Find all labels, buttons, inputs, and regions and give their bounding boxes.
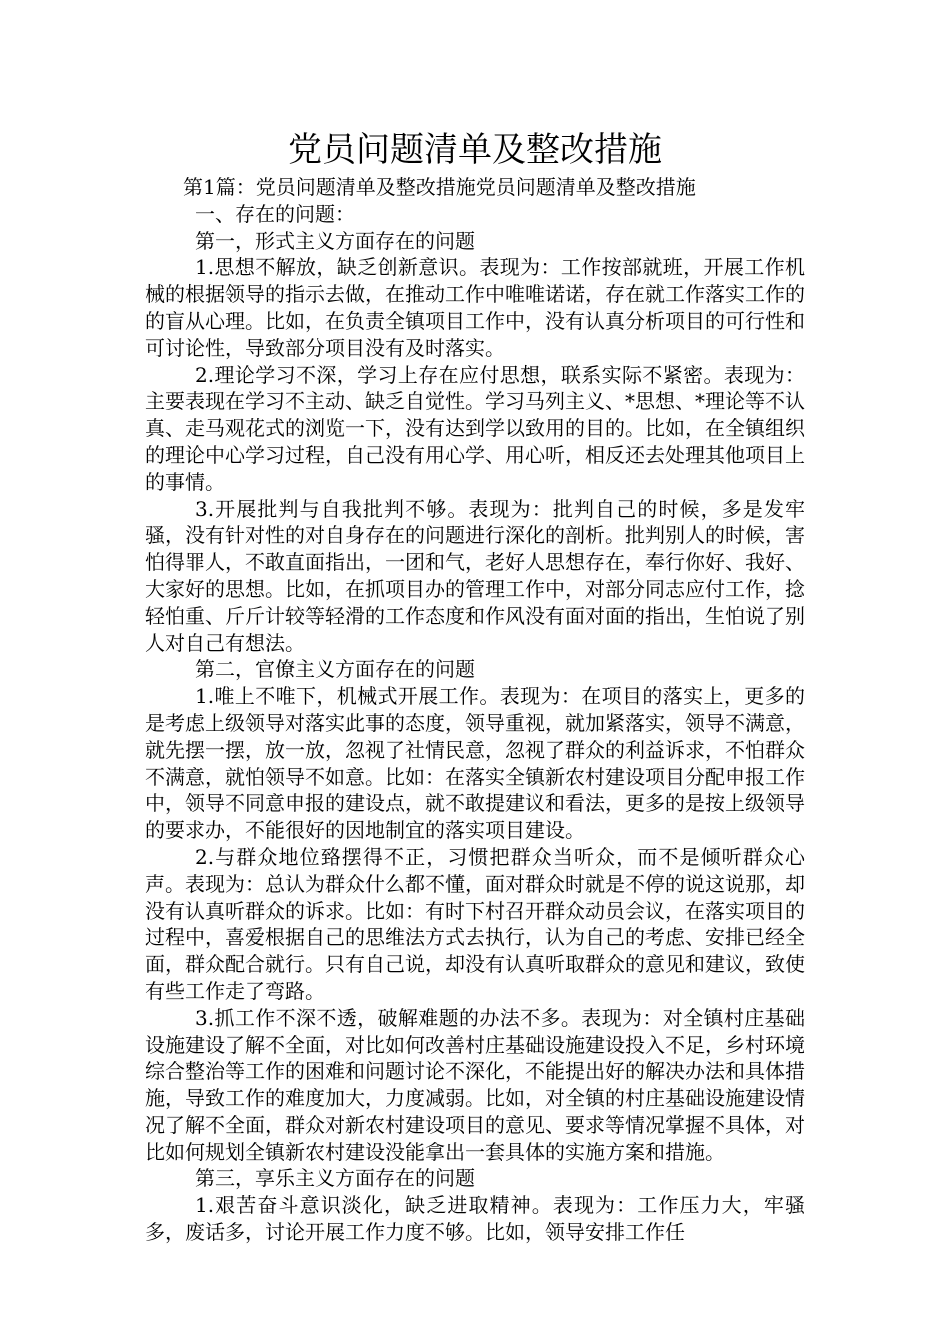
document-body	[145, 174, 805, 1246]
subsection-heading: 第二，官僚主义方面存在的问题	[195, 657, 475, 682]
paragraph: 1.艰苦奋斗意识淡化，缺乏进取精神。表现为：工作压力大，牢骚多，废话多，讨论开展工作力度不够。比如，领导安排工作任	[145, 1193, 805, 1245]
subsection-heading: 第三，享乐主义方面存在的问题	[195, 1166, 475, 1191]
paragraph: 3.抓工作不深不透，破解难题的办法不多。表现为：对全镇村庄基础设施建设了解不全面，对比如何改善村庄基础设施建设投入不足，乡村环境综合整治等工作的困难和问题讨论不深化，不能提出好的解决办法和具体措施，导致工作的难度加大，力度减弱。比如，对全镇的村庄基础设施建设情况了解不全面，群众对新农村建设项目的意见、要求等情况掌握不具体，对比如何规划全镇新农村建设没能拿出一套具体的实施方案和措施。	[145, 1005, 805, 1164]
paragraph: 3.开展批判与自我批判不够。表现为：批判自己的时候，多是发牢骚，没有针对性的对自身存在的问题进行深化的剖析。批判别人的时候，害怕得罪人，不敢直面指出，一团和气，老好人思想存在，奉行你好、我好、大家好的思想。比如，在抓项目办的管理工作中，对部分同志应付工作，捻轻怕重、斤斤计较等轻滑的工作态度和作风没有面对面的指出，生怕说了别人对自己有想法。	[145, 496, 805, 655]
paragraph: 2.理论学习不深，学习上存在应付思想，联系实际不紧密。表现为：主要表现在学习不主动、缺乏自觉性。学习马列主义、*思想、*理论等不认真、走马观花式的浏览一下，没有达到学以致用的目的。比如，在全镇组织的理论中心学习过程，自己没有用心学、用心听，相反还去处理其他项目上的事情。	[145, 362, 805, 494]
paragraph: 1.思想不解放，缺乏创新意识。表现为：工作按部就班，开展工作机械的根据领导的指示去做，在推动工作中唯唯诺诺，存在就工作落实工作的的盲从心理。比如，在负责全镇项目工作中，没有认真分析项目的可行性和可讨论性，导致部分项目没有及时落实。	[145, 255, 805, 360]
paragraph: 1.唯上不唯下，机械式开展工作。表现为：在项目的落实上，更多的是考虑上级领导对落实此事的态度，领导重视，就加紧落实，领导不满意，就先摆一摆，放一放，忽视了社情民意，忽视了群众的利益诉求，不怕群众不满意，就怕领导不如意。比如：在落实全镇新农村建设项目分配申报工作中，领导不同意申报的建设点，就不敢提建议和看法，更多的是按上级领导的要求办，不能很好的因地制宜的落实项目建设。	[145, 684, 805, 843]
article-heading: 第1篇：党员问题清单及整改措施党员问题清单及整改措施	[183, 175, 696, 199]
paragraph: 2.与群众地位臵摆得不正，习惯把群众当听众，而不是倾听群众心声。表现为：总认为群众什么都不懂，面对群众时就是不停的说这说那，却没有认真听群众的诉求。比如：有时下村召开群众动员会议，在落实项目的过程中，喜爱根据自己的思维法方式去执行，认为自己的考虑、安排已经全面，群众配合就行。只有自己说，却没有认真听取群众的意见和建议，致使有些工作走了弯路。	[145, 844, 805, 1003]
section-heading: 一、存在的问题：	[195, 201, 355, 226]
document-title: 党员问题清单及整改措施	[288, 130, 662, 170]
subsection-heading: 第一，形式主义方面存在的问题	[195, 228, 475, 253]
